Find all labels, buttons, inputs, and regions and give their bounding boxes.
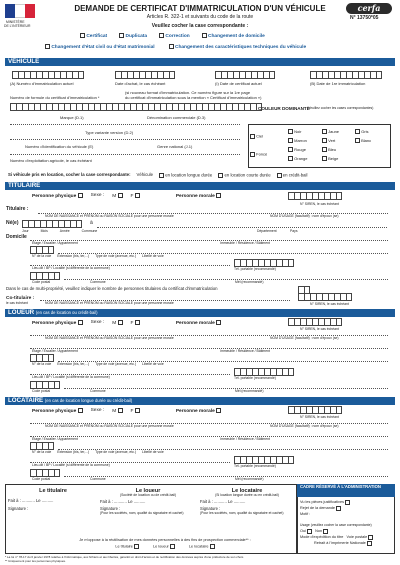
locataire-tel-label: Tél. portable (recommandé) (234, 464, 276, 468)
loueur-tel-boxes[interactable] (234, 368, 294, 376)
lieu-dit-label: Lieu-dit / BP / Localité (si différente de la commune) (32, 266, 110, 270)
sig-titulaire-fait[interactable]: Fait à : ........... Le .......... (8, 498, 54, 504)
consent-titulaire[interactable]: Le titulaire (115, 544, 139, 549)
tel-boxes[interactable] (234, 259, 294, 267)
color-ciel[interactable]: Ciel (250, 134, 267, 152)
option-caracteristiques[interactable]: Changement des caractéristiques techniques du véhicule (169, 44, 307, 50)
sig-locataire-note: (Pour les sociétés, nom, qualité du signataire et cachet) (200, 510, 284, 515)
locataire-etage-line[interactable] (30, 436, 388, 437)
loueur-personne-physique[interactable]: Personne physique (32, 320, 83, 326)
annee-label: Année (59, 229, 70, 233)
consent-locataire[interactable]: Le locataire (189, 544, 215, 549)
option-certificat[interactable]: Certificat (80, 33, 107, 39)
locataire-lieu-dit-label: Lieu-dit / BP / Localité (si différente de la commune) (32, 463, 110, 467)
label-exploitation: Numéro d'exploitation agricole, le cas échéant (10, 158, 92, 163)
loueur-sexe-f[interactable]: F (131, 320, 140, 326)
loueur-type-voie-label: Type de voie (avenue, etc.) (95, 362, 137, 366)
type-voie-label: Type de voie (avenue, etc.) (95, 254, 137, 258)
nee-label: Né(e) (6, 220, 19, 226)
sig-loueur-fait[interactable]: Fait à : ........... Le .......... (100, 499, 146, 505)
loueur-lieu-dit-label: Lieu-dit / BP / Localité (si différente de la commune) (32, 375, 110, 379)
loueur-usage-label: NOM D'USAGE (facultatif) : nom d'époux (se) (270, 336, 339, 340)
loueur-tel-label: Tél. portable (recommandé) (234, 376, 276, 380)
locataire-commune-label: Commune (90, 477, 106, 481)
loueur-cp-boxes[interactable] (30, 381, 60, 389)
locataire-mel-label: Mél (recommandé) (235, 477, 264, 481)
locataire-nom-label: NOM DE NAISSANCE et PRÉNOM ou RAISON SOCIALE pour une personne morale (45, 424, 174, 428)
loueur-siren-label: N° SIREN, le cas échéant (300, 327, 339, 331)
admin-oui-non: Oui Non (300, 528, 394, 534)
commune2-label: Commune (90, 280, 106, 284)
options-row-2 (45, 44, 306, 50)
cp-label: Code postal (32, 280, 51, 284)
libelle-voie-label: Libellé de voie (142, 254, 164, 258)
siren-boxes[interactable] (288, 192, 342, 200)
departement-label: Département (257, 229, 277, 233)
loueur-etage-label: Étage / Escalier / Appartement (32, 349, 78, 353)
color-orange[interactable]: Orange (288, 154, 307, 163)
label-d3: Dénomination commerciale (D.3) (147, 115, 206, 120)
loueur-libelle-voie-label: Libellé de voie (142, 362, 164, 366)
page-title: DEMANDE DE CERTIFICAT D'IMMATRICULATION D'UN VÉHICULE (74, 4, 326, 13)
color-blanc[interactable]: Blanc (355, 136, 371, 145)
locataire-sexe-label: Sexe : (90, 408, 105, 413)
label-d2: Type variante version (D.2) (85, 130, 134, 135)
siren-label: N° SIREN, le cas échéant (300, 202, 339, 206)
commune-label: Commune (81, 229, 98, 233)
loueur-num-voie-label: N° de la voie (32, 362, 52, 366)
section-titulaire: TITULAIRE (5, 182, 395, 190)
sig-titulaire-title: Le titulaire (39, 488, 67, 494)
loueur-etage-line[interactable] (30, 348, 388, 349)
label-e: Numéro d'identification du véhicule (E) (25, 144, 94, 149)
loueur-commune-label: Commune (90, 389, 106, 393)
sig-locataire-signature[interactable]: Signature : (200, 506, 221, 512)
locataire-etage-label: Étage / Escalier / Appartement (32, 437, 78, 441)
sig-locataire-title: Le locataire (231, 488, 263, 494)
cert-date-boxes[interactable] (215, 71, 275, 79)
loueur-immeuble-label: Immeuble / Résidence / Bâtiment (220, 349, 270, 353)
extension-label: Extension (bis, ter,...) (57, 254, 90, 258)
locataire-voie-labels (32, 451, 164, 455)
label-a: (A) Numéro d'immatriculation actuel (10, 81, 74, 86)
couleur-note: (Veuillez cocher les cases correspondantes) (307, 106, 374, 110)
option-correction[interactable]: Correction (159, 33, 190, 39)
locataire-usage-label: NOM D'USAGE (facultatif) : nom d'époux (se) (270, 424, 339, 428)
sig-locataire (200, 488, 294, 516)
commune-mel-line[interactable] (64, 279, 388, 280)
usage-label: NOM D'USAGE (facultatif) : nom d'époux (se) (270, 214, 339, 218)
first-reg-date-boxes[interactable] (310, 71, 382, 79)
leasing-vehicule: Véhicule (136, 172, 153, 177)
color-col-1 (250, 134, 267, 157)
page-subtitle: Articles R. 322-1 et suivants du code de la route (146, 14, 254, 20)
nom-label: NOM DE NAISSANCE et PRÉNOM ou RAISON SOCIALE pour une personne morale (45, 214, 174, 218)
leasing-question: Si véhicule pris en location, cocher la case correspondante: (8, 172, 131, 177)
label-d1: Marque (D.1) (60, 115, 84, 120)
locataire-cp-boxes[interactable] (30, 469, 60, 477)
color-gris[interactable]: Gris (355, 127, 371, 136)
color-col-3 (322, 127, 339, 163)
cotitulaire-label: Co-titulaire : (6, 296, 35, 301)
locataire-cp-label: Code postal (32, 477, 51, 481)
color-bleu[interactable]: Bleu (322, 145, 339, 154)
cas-echeant-label: le cas échéant (6, 301, 28, 305)
d1-line[interactable] (10, 124, 240, 125)
locataire-siren-boxes[interactable] (288, 406, 342, 414)
color-vert[interactable]: Vert (322, 136, 339, 145)
locataire-type-row (32, 408, 221, 414)
locataire-immeuble-label: Immeuble / Résidence / Bâtiment (220, 437, 270, 441)
admin-motif: Motif : (300, 512, 311, 516)
tel-label: Tél. portable (recommandé) (234, 267, 276, 271)
color-col-4 (355, 127, 371, 145)
cotitulaire-siren-label: N° SIREN, le cas échéant (310, 302, 349, 306)
admin-retrait[interactable]: Retrait à l'imprimerie Nationale (300, 540, 394, 546)
birth-date-boxes[interactable] (22, 220, 82, 228)
locataire-num-voie-boxes[interactable] (30, 442, 54, 450)
locataire-num-voie-label: N° de la voie (32, 450, 52, 454)
birth-labels (22, 230, 97, 234)
option-etat-civil[interactable]: Changement d'état civil ou d'état matrimonial (45, 44, 155, 50)
locataire-tel-boxes[interactable] (234, 456, 294, 464)
num-voie-label: N° de la voie (32, 254, 52, 258)
section-loueur: LOUEUR (en cas de location ou crédit-bail) (5, 309, 395, 317)
loueur-sexe-m[interactable]: M (112, 320, 122, 326)
sig-loueur-title: Le loueur (135, 488, 161, 494)
cotitulaire-siren-boxes[interactable] (298, 293, 352, 301)
label-i: (I) Date de certificat actuel (215, 81, 262, 86)
personne-physique[interactable]: Personne physique (32, 193, 83, 199)
cp-boxes[interactable] (30, 272, 60, 280)
loueur-type-row (32, 320, 221, 326)
sig-titulaire-signature[interactable]: Signature : (8, 506, 29, 512)
loueur-sexe-label: Sexe : (90, 320, 105, 325)
a-label: à (90, 220, 93, 226)
consent-row (40, 538, 290, 549)
locataire-personne-morale[interactable]: Personne morale (176, 408, 221, 414)
loueur-cp-label: Code postal (32, 389, 51, 393)
domicile-label: Domicile (6, 234, 27, 240)
leasing-row (8, 173, 307, 179)
leasing-credit[interactable]: en crédit-bail (277, 173, 308, 179)
footnote-1: * La loi n° 78-17 du 6 janvier 1978 relative à l'informatique, aux fichiers et aux libertés, garantit un droit d'accès et de rectification des données auprès d'une préfecture de son choix. (5, 555, 245, 559)
mel-label: Mél (recommandé) (235, 280, 264, 284)
color-jaune[interactable]: Jaune (322, 127, 339, 136)
cerfa-number: N° 13750*05 (350, 15, 379, 21)
immeuble-label: Immeuble / Résidence / Bâtiment (220, 241, 270, 245)
leasing-courte[interactable]: en location courte durée (218, 173, 270, 179)
admin-vu[interactable]: Vu les pièces justificatives (300, 499, 394, 505)
admin-title: CADRE RÉSERVÉ À L'ADMINISTRATION (297, 484, 395, 497)
leasing-longue[interactable]: en location longue durée (159, 173, 212, 179)
color-beige[interactable]: Beige (322, 154, 339, 163)
multi-note: Dans le cas de multi-propriété, veuillez indiquer le nombre de personnes titulaires du certificat d'immatriculation (6, 286, 218, 291)
new-number-note: (si nouveau format d'immatriculation. Ce numéro figure sur la 1re page (125, 90, 251, 95)
purchase-date-boxes[interactable] (115, 71, 175, 79)
consent-loueur[interactable]: Le loueur (153, 544, 175, 549)
sig-loueur-note: (Pour les sociétés, nom, qualité du signataire et cachet) (100, 510, 184, 515)
sig-titulaire (8, 488, 98, 512)
num-voie-boxes[interactable] (30, 246, 54, 254)
sig-loueur (100, 488, 196, 516)
sig-loueur-sub: (Société de location ou de crédit-bail) (120, 493, 176, 498)
etage-line[interactable] (30, 240, 388, 241)
options-row-1 (80, 33, 265, 39)
locataire-personne-physique[interactable]: Personne physique (32, 408, 83, 414)
color-rouge[interactable]: Rouge (288, 145, 307, 154)
section-vehicule: VÉHICULE (5, 58, 395, 66)
label-date-achat: Date d'achat, le cas échéant (115, 81, 166, 86)
label-b: (B) Date de 1re immatriculation (310, 81, 366, 86)
loueur-mel-label: Mél (recommandé) (235, 389, 264, 393)
section-locataire: LOCATAIRE (en cas de location longue durée ou crédit-bail) (5, 397, 395, 405)
titulaire-label: Titulaire : (6, 206, 29, 212)
ministry-line-1: MINISTÈRE (6, 20, 25, 24)
loueur-commune-line[interactable] (64, 388, 388, 389)
loueur-voie-labels (32, 363, 164, 367)
locataire-sexe-f[interactable]: F (131, 408, 140, 414)
color-noir[interactable]: Noir (288, 127, 307, 136)
vehicle-number-boxes[interactable] (12, 71, 84, 79)
loueur-nom-label: NOM DE NAISSANCE et PRÉNOM ou RAISON SOCIALE pour une personne morale (45, 336, 174, 340)
option-changement-domicile[interactable]: Changement de domicile (202, 33, 265, 39)
locataire-sexe-m[interactable]: M (112, 408, 122, 414)
admin-content (300, 499, 394, 546)
sexe-f[interactable]: F (131, 193, 140, 199)
option-duplicata[interactable]: Duplicata (119, 33, 147, 39)
e-line[interactable] (10, 154, 240, 155)
new-number-note-2: du certificat d'immatriculation sous la mention « Certificat d'immatriculation ») (125, 95, 262, 100)
sig-locataire-fait[interactable]: Fait à : ........... Le .......... (200, 499, 246, 505)
sig-loueur-signature[interactable]: Signature : (100, 506, 121, 512)
color-col-2 (288, 127, 307, 163)
etage-label: Étage / Escalier / Appartement (32, 241, 78, 245)
sig-locataire-sub: (Si location longue durée ou en crédit-bail) (215, 493, 279, 498)
footnote-2: ** Uniquement pour les personnes physiques. (5, 559, 66, 563)
mois-label: Mois (40, 229, 48, 233)
formule-boxes[interactable] (10, 103, 262, 111)
color-marron[interactable]: Marron (288, 136, 307, 145)
pays-label: Pays (290, 229, 298, 233)
personne-morale[interactable]: Personne morale (176, 193, 221, 199)
loueur-extension-label: Extension (bis, ter,...) (57, 362, 90, 366)
admin-rejet[interactable]: Rejet de la demande (300, 505, 394, 511)
titulaire-type-row (32, 193, 221, 199)
jour-label: Jour (22, 229, 29, 233)
label-formule: Numéro de formule du certificat d'immatriculation * (10, 95, 100, 100)
d2-line[interactable] (10, 139, 240, 140)
label-j1: Genre national (J.1) (157, 144, 193, 149)
sexe-m[interactable]: M (112, 193, 122, 199)
voie-labels (32, 255, 164, 259)
republic-logo (5, 4, 35, 18)
color-fonce[interactable]: Foncé (250, 152, 267, 157)
admin-usage: Usage (veuillez cocher la case correspondante) (300, 523, 372, 527)
locataire-libelle-voie-label: Libellé de voie (142, 450, 164, 454)
locataire-extension-label: Extension (bis, ter,...) (57, 450, 90, 454)
admin-mode: Mode d'expédition du titre Voie postale (300, 534, 394, 540)
loueur-num-voie-boxes[interactable] (30, 354, 54, 362)
locataire-commune-line[interactable] (64, 476, 388, 477)
consent-text: Je m'oppose à la réutilisation de mes données personnelles à des fins de prospection commerciale** : (79, 538, 251, 542)
birth-place-line[interactable] (97, 227, 387, 228)
cerfa-logo: cerfa (346, 3, 392, 14)
loueur-personne-morale[interactable]: Personne morale (176, 320, 221, 326)
sexe-label: Sexe : (90, 193, 105, 198)
cotitulaire-nom-label: NOM DE NAISSANCE et PRÉNOM ou RAISON SOCIALE pour une personne morale (45, 301, 174, 305)
couleur-title: COULEUR DOMINANTE (258, 106, 310, 111)
instruction: Veuillez cocher la case correspondante : (151, 23, 249, 29)
locataire-type-voie-label: Type de voie (avenue, etc.) (95, 450, 137, 454)
locataire-siren-label: N° SIREN, le cas échéant (300, 415, 339, 419)
ministry-line-2: DE L'INTÉRIEUR (4, 24, 31, 28)
loueur-siren-boxes[interactable] (288, 318, 342, 326)
